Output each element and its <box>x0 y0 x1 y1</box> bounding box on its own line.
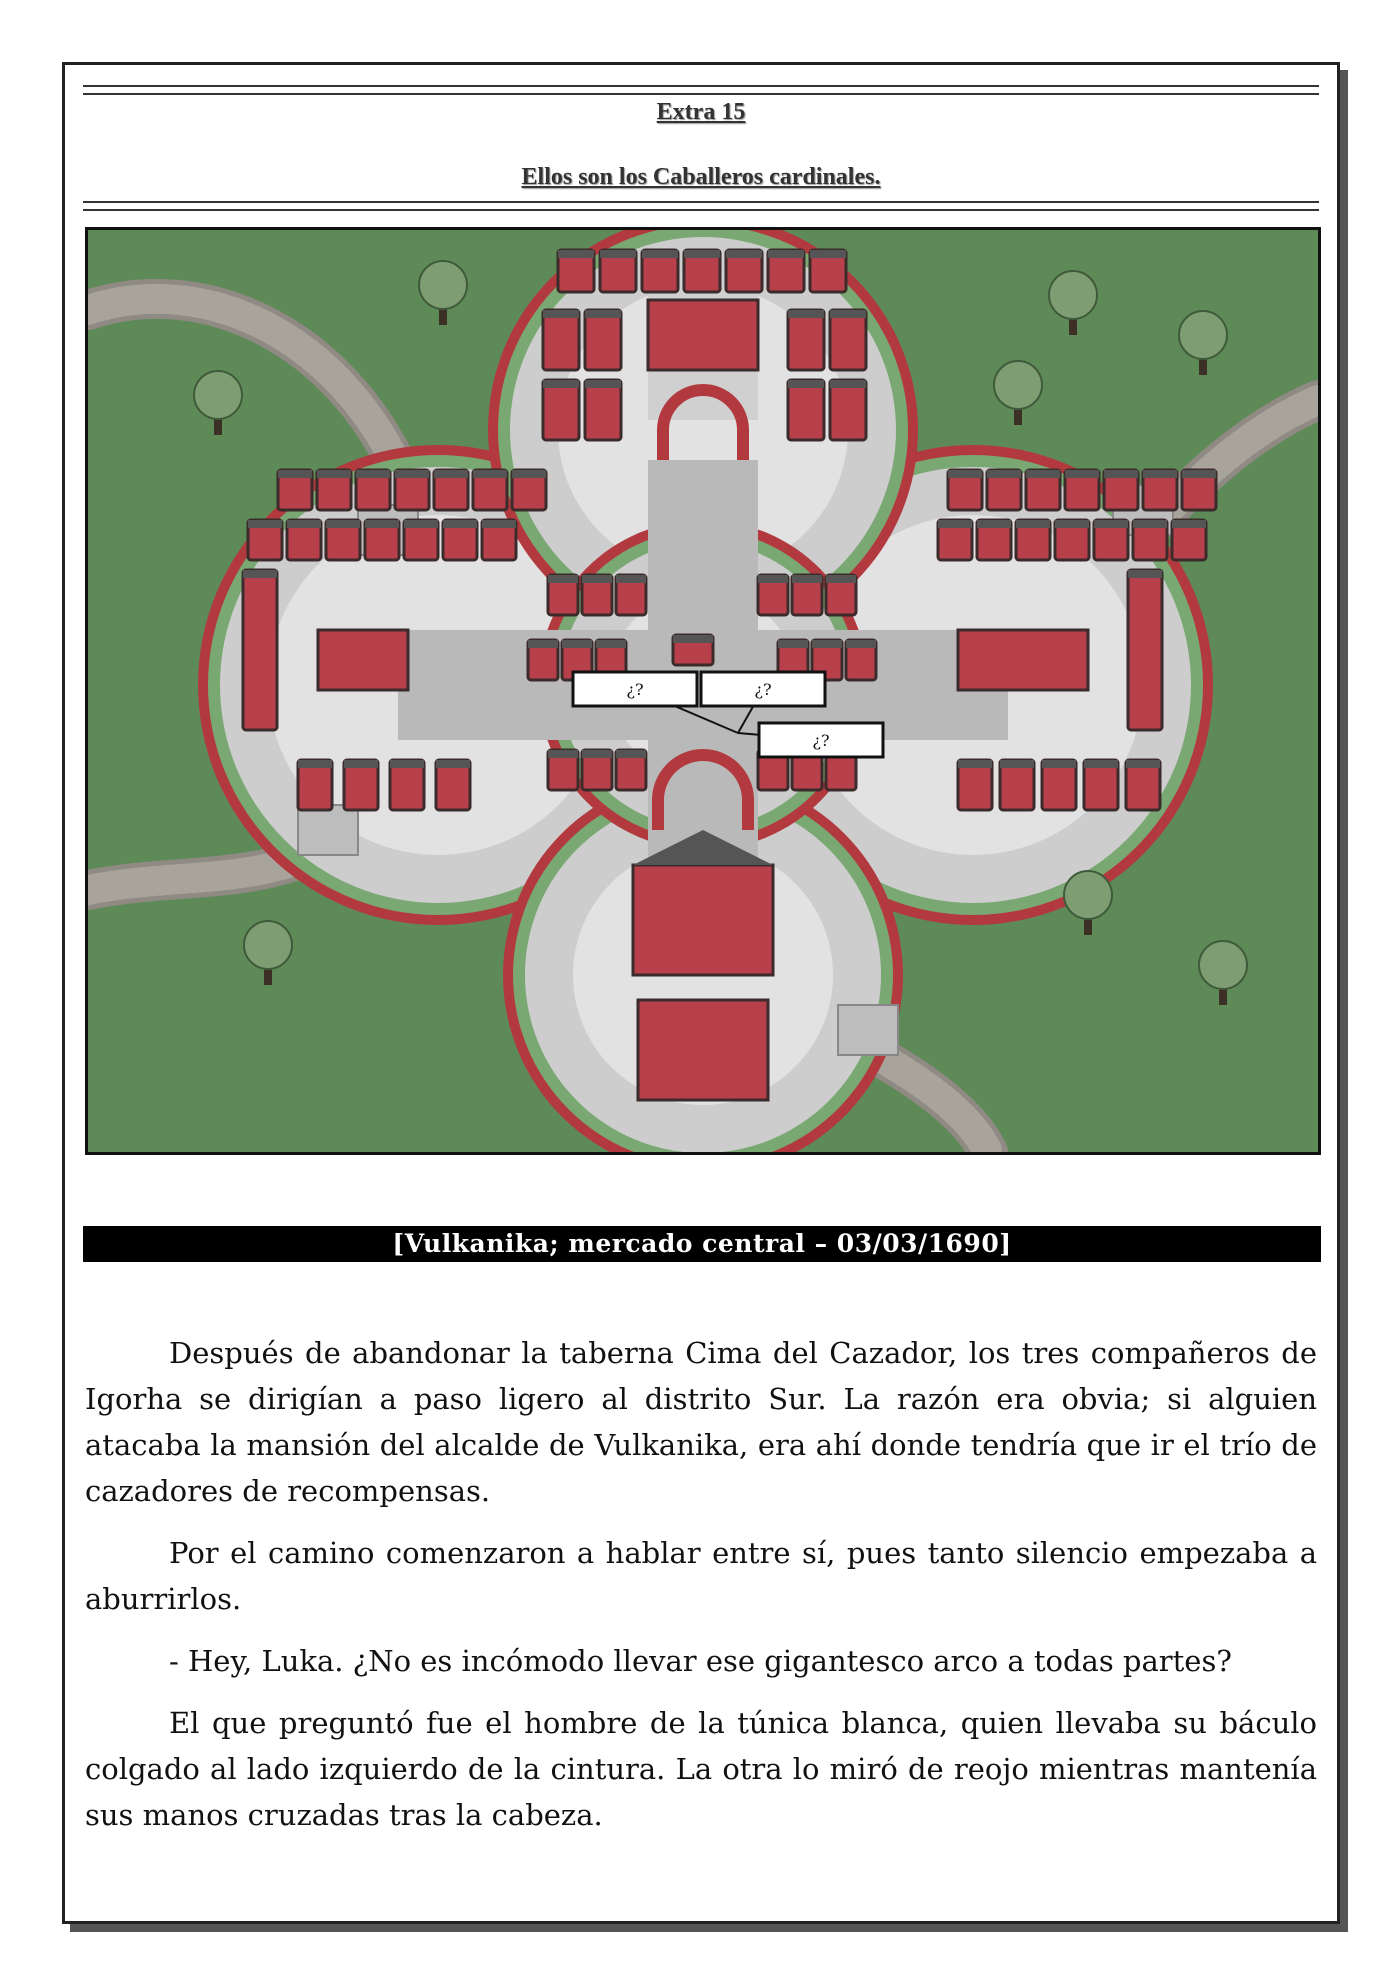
central-house-roof <box>826 575 856 583</box>
north-house <box>543 380 579 440</box>
west-house-roof <box>443 520 477 528</box>
north-house <box>788 310 824 370</box>
west-house-column-roof <box>243 570 277 578</box>
west-manor <box>318 630 408 690</box>
west-house-roof <box>436 760 470 768</box>
central-house-roof <box>528 640 558 648</box>
header-bottom-rule <box>83 201 1319 211</box>
tree-canopy <box>1049 271 1097 319</box>
central-house-roof <box>582 750 612 758</box>
central-house-roof <box>548 575 578 583</box>
central-house-roof <box>548 750 578 758</box>
chapter-label: Extra 15 <box>656 99 746 125</box>
tree-canopy <box>994 361 1042 409</box>
east-manor <box>958 630 1088 690</box>
tree-canopy <box>1064 871 1112 919</box>
north-house <box>585 310 621 370</box>
west-house-roof <box>298 760 332 768</box>
page-frame <box>62 62 1340 1924</box>
north-house-roof <box>600 250 636 258</box>
central-house-roof <box>562 640 592 648</box>
east-house-roof <box>1182 470 1216 478</box>
west-house-roof <box>482 520 516 528</box>
north-house <box>830 380 866 440</box>
central-house-roof <box>758 575 788 583</box>
tree-canopy <box>244 921 292 969</box>
west-house-roof <box>287 520 321 528</box>
north-house-roof <box>830 310 866 318</box>
story-text <box>85 1330 1317 1854</box>
north-house-roof <box>642 250 678 258</box>
west-house-roof <box>356 470 390 478</box>
tree-canopy <box>1199 941 1247 989</box>
east-house-roof <box>1042 760 1076 768</box>
paragraph: Después de abandonar la taberna Cima del Cazador, los tres compañeros de Igorha se dirigían a paso ligero al distrito Sur. La razón era obvia; si alguien atacaba la mansión del alcalde de Vulkanika, era ahí donde tendría que ir el trío de cazadores de recompensas. <box>85 1336 1317 1508</box>
east-house-roof <box>938 520 972 528</box>
west-house-roof <box>434 470 468 478</box>
tree-canopy <box>194 371 242 419</box>
east-house-column-roof <box>1128 570 1162 578</box>
chapter-title: Ellos son los Caballeros cardinales. <box>521 164 881 190</box>
central-house-roof <box>812 640 842 648</box>
north-house-roof <box>810 250 846 258</box>
west-house-roof <box>344 760 378 768</box>
north-house <box>788 380 824 440</box>
south-gate <box>838 1005 898 1055</box>
north-house <box>830 310 866 370</box>
north-house-roof <box>558 250 594 258</box>
scene-dateline: [Vulkanika; mercado central – 03/03/1690] <box>83 1226 1321 1262</box>
central-house-roof <box>596 640 626 648</box>
tree-canopy <box>419 261 467 309</box>
east-house-roof <box>1133 520 1167 528</box>
north-house-roof <box>543 380 579 388</box>
central-house-roof <box>616 575 646 583</box>
west-house-roof <box>365 520 399 528</box>
west-house-roof <box>512 470 546 478</box>
east-house-roof <box>1084 760 1118 768</box>
south-manor <box>633 865 773 975</box>
map-label-text: ¿? <box>626 680 644 699</box>
east-house-roof <box>1065 470 1099 478</box>
central-house-roof <box>846 640 876 648</box>
map-label-text: ¿? <box>812 731 830 750</box>
west-gate <box>298 805 358 855</box>
north-house-roof <box>684 250 720 258</box>
city-map-illustration <box>85 227 1321 1155</box>
west-house-roof <box>404 520 438 528</box>
central-house-roof <box>778 640 808 648</box>
east-house-roof <box>1016 520 1050 528</box>
west-house-roof <box>326 520 360 528</box>
east-house-roof <box>987 470 1021 478</box>
east-house-roof <box>948 470 982 478</box>
north-house-roof <box>830 380 866 388</box>
east-house-roof <box>1055 520 1089 528</box>
paragraph: - Hey, Luka. ¿No es incómodo llevar ese gigantesco arco a todas partes? <box>169 1644 1232 1678</box>
north-house-roof <box>585 380 621 388</box>
east-house-roof <box>1172 520 1206 528</box>
east-house-roof <box>977 520 1011 528</box>
east-house-column <box>1128 570 1162 730</box>
north-house-roof <box>543 310 579 318</box>
west-house-roof <box>390 760 424 768</box>
top-rule <box>83 85 1319 95</box>
central-house-roof <box>582 575 612 583</box>
west-house-roof <box>248 520 282 528</box>
north-house-roof <box>788 380 824 388</box>
east-house-roof <box>1000 760 1034 768</box>
east-house-roof <box>958 760 992 768</box>
east-house-roof <box>1143 470 1177 478</box>
north-house-roof <box>585 310 621 318</box>
east-house-roof <box>1104 470 1138 478</box>
west-house-roof <box>473 470 507 478</box>
north-house <box>585 380 621 440</box>
paragraph: Por el camino comenzaron a hablar entre sí, pues tanto silencio empezaba a aburrirlos. <box>85 1536 1317 1616</box>
central-stall-roof <box>673 635 713 643</box>
central-house-roof <box>792 575 822 583</box>
paragraph: El que preguntó fue el hombre de la túnica blanca, quien llevaba su báculo colgado al lado izquierdo de la cintura. La otra lo miró de reojo mientras mantenía sus manos cruzadas tras la cabeza. <box>85 1706 1317 1832</box>
north-house <box>543 310 579 370</box>
east-house-roof <box>1026 470 1060 478</box>
south-hall <box>638 1000 768 1100</box>
north-manor <box>648 300 758 370</box>
east-house-roof <box>1126 760 1160 768</box>
tree-canopy <box>1179 311 1227 359</box>
north-house-roof <box>768 250 804 258</box>
city-map-svg <box>88 230 1318 1152</box>
north-house-roof <box>788 310 824 318</box>
east-house-roof <box>1094 520 1128 528</box>
west-house-column <box>243 570 277 730</box>
north-house-roof <box>726 250 762 258</box>
west-house-roof <box>278 470 312 478</box>
west-house-roof <box>395 470 429 478</box>
west-house-roof <box>317 470 351 478</box>
central-house-roof <box>616 750 646 758</box>
map-label-text: ¿? <box>754 680 772 699</box>
